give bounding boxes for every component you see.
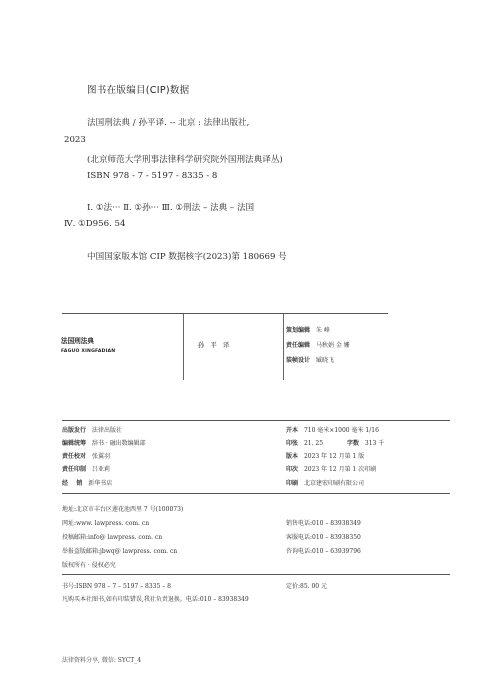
- imprint-edition: [286, 451, 364, 460]
- imprint-printing-manager: [62, 464, 110, 473]
- cip-line-isbn: ISBN 978 - 7 - 5197 - 8335 - 8: [87, 171, 218, 181]
- imprint-impression-label: 印次: [286, 466, 299, 473]
- imprint-edition-label: 版本: [286, 453, 299, 460]
- cip-line-classification: Ⅰ. ①法··· Ⅱ. ①孙··· Ⅲ. ①刑法 – 法典 – 法国: [87, 203, 255, 213]
- consult-phone: 咨询电话:010 – 63939796: [286, 548, 361, 555]
- sales-phone: 销售电话:010 – 83938349: [286, 520, 361, 527]
- imprint-printer: [286, 478, 364, 487]
- imprint-distributor-value: 新华书店: [88, 480, 113, 487]
- submission-email: 投稿邮箱:info@ lawpress. com. cn: [62, 534, 163, 541]
- box-divider-left: [183, 314, 184, 380]
- imprint-format-label: 开本: [286, 427, 299, 434]
- imprint-proofreader: [62, 451, 110, 460]
- editor-planning-label: 策划编辑: [286, 327, 311, 334]
- publisher-website: 网址:www. lawpress. com. cn: [62, 520, 150, 527]
- imprint-format-value: 710 毫米×1000 毫米 1/16: [303, 427, 379, 434]
- imprint-proofreader-value: 张翼羽: [91, 453, 110, 460]
- imprint-top-rule: [62, 420, 450, 421]
- book-title: 法国刑法典: [61, 337, 94, 345]
- imprint-impression-value: 2023 年 12 月第 1 次印刷: [303, 466, 377, 473]
- imprint-printing-manager-label: 责任印制: [62, 466, 87, 473]
- editor-planning: [286, 325, 330, 334]
- imprint-publisher: [62, 425, 122, 434]
- imprint-coordination-value: 辞书 · 融出数编辑部: [91, 440, 146, 447]
- imprint-printing-manager-value: 吕亚莉: [91, 466, 110, 473]
- imprint-sheets: [286, 438, 384, 447]
- imprint-edition-value: 2023 年 12 月第 1 版: [303, 453, 365, 460]
- cip-line-series: (北京师范大学刑事法律科学研究院外国刑法典译丛): [87, 155, 283, 165]
- imprint-proofreader-label: 责任校对: [62, 453, 87, 460]
- footer-share-note: 法律资料分享, 微信: SYCT_4: [62, 657, 142, 664]
- box-top-rule: [62, 313, 388, 314]
- editor-responsible: [286, 340, 350, 349]
- cip-line-class-number: Ⅳ. ①D956. 54: [64, 219, 126, 229]
- cip-heading: 图书在版编目(CIP)数据: [87, 85, 190, 96]
- editor-planning-value: 朱 峰: [315, 327, 330, 334]
- imprint-wordcount-label: 字数: [346, 440, 359, 447]
- imprint-wordcount-value: 313 千: [364, 440, 385, 447]
- editor-design-label: 装帧设计: [286, 357, 311, 364]
- piracy-report-email: 举报盗版邮箱:jbwq@ lawpress. com. cn: [62, 548, 178, 555]
- editor-design: [286, 355, 334, 364]
- imprint-sheets-value: 21. 25: [303, 440, 324, 447]
- imprint-sheets-label: 印张: [286, 440, 299, 447]
- cip-verify-number: 中国国家版本馆 CIP 数据核字(2023)第 180669 号: [87, 252, 287, 262]
- imprint-printer-value: 北京建宏印刷有限公司: [303, 480, 364, 487]
- cip-line-year: 2023: [64, 135, 86, 145]
- cip-line-title: 法国刑法典 / 孙平译. -- 北京 : 法律出版社,: [87, 118, 250, 128]
- imprint-coordination-label: 编辑统筹: [62, 440, 87, 447]
- imprint-distributor-label: 经 销: [62, 480, 83, 487]
- imprint-format: [286, 425, 379, 434]
- editor-responsible-value: 马秋娟 金 姗: [315, 342, 350, 349]
- imprint-publisher-value: 法律出版社: [91, 427, 122, 434]
- imprint-impression: [286, 464, 376, 473]
- service-phone: 客服电话:010 – 83938350: [286, 534, 361, 541]
- editor-design-value: 臧晓飞: [315, 357, 334, 364]
- isbn-number: 书号:ISBN 978 – 7 – 5197 – 8335 – 8: [62, 583, 171, 590]
- imprint-publisher-label: 出版发行: [62, 427, 87, 434]
- box-divider-right: [283, 314, 284, 380]
- imprint-printer-label: 印刷: [286, 480, 299, 487]
- book-price: 定价:85. 00 元: [286, 583, 328, 590]
- isbn-top-rule: [62, 574, 450, 575]
- imprint-coordination: [62, 438, 146, 447]
- return-notice: 凡购买本社图书,如有印装错误,我社负责退换。电话:010 – 83938349: [62, 596, 249, 603]
- copyright-notice: 版权所有 · 侵权必究: [62, 562, 116, 569]
- editor-responsible-label: 责任编辑: [286, 342, 311, 349]
- contact-top-rule: [62, 493, 450, 494]
- book-title-pinyin: FAGUO XINGFADIAN: [61, 349, 116, 354]
- translator: 孙 平 译: [198, 341, 232, 349]
- imprint-distributor: [62, 478, 112, 487]
- publisher-address: 地址:北京市丰台区莲花池西里 7 号(100073): [62, 506, 184, 513]
